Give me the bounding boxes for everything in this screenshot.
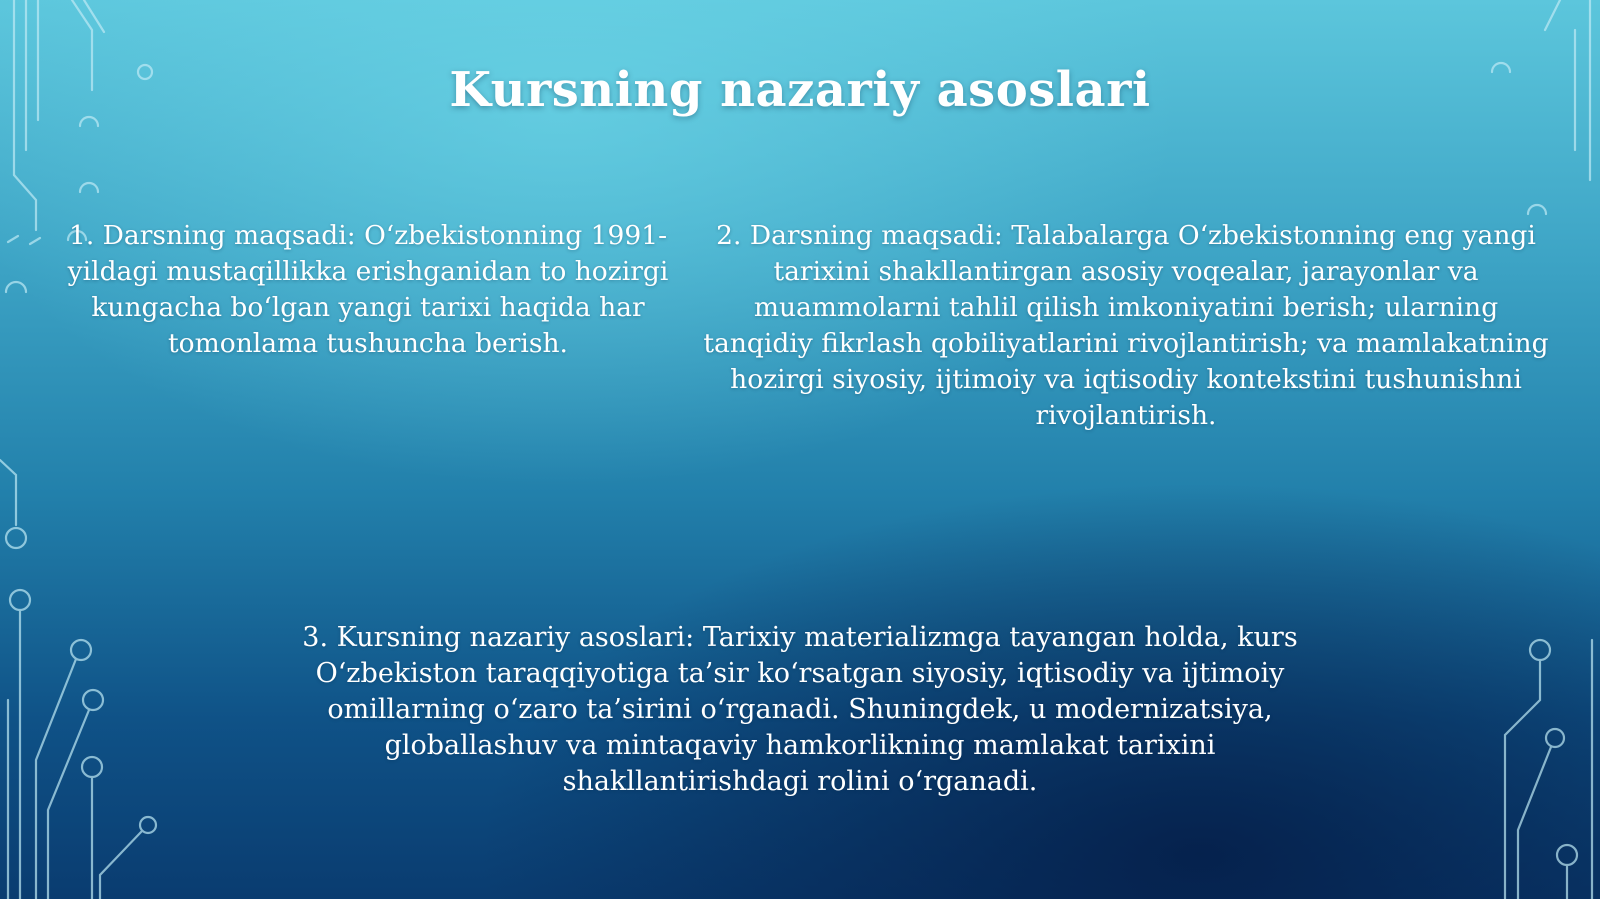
circuit-left-middle [0,460,26,548]
goal-block-1: 1. Darsning maqsadi: O‘zbekistonning 1991-yildagi mustaqillikka erishganidan to hozirgi kungacha bo‘lgan yangi tarixi haqida har tomonlama tushuncha berish. [67,220,669,359]
slide-title: Kursning nazariy asoslari [449,62,1151,118]
theory-block-3: 3. Kursning nazariy asoslari: Tarixiy materializmga tayangan holda, kurs O‘zbekiston taraqqiyotiga ta’sir ko‘rsatgan siyosiy, iqtisodiy va ijtimoiy omillarning o‘zaro ta’sirini o‘rganadi. Shuningdek, u modernizatsiya, globallashuv va mintaqaviy hamkorlikning mamlakat tarixini shakllantirishdagi rolini o‘rganadi. [302,622,1298,797]
circuit-right-bottom [1505,640,1592,899]
circuit-left-bottom [8,590,156,899]
goal-block-2: 2. Darsning maqsadi: Talabalarga O‘zbekistonning eng yangi tarixini shakllantirgan asosiy voqealar, jarayonlar va muammolarni tahlil qilish imkoniyatini berish; ularning tanqidiy fikrlash qobiliyatlarini rivojlantirish; va mamlakatning hozirgi siyosiy, ijtimoiy va iqtisodiy kontekstini tushunishni rivojlantirish. [703,220,1549,431]
